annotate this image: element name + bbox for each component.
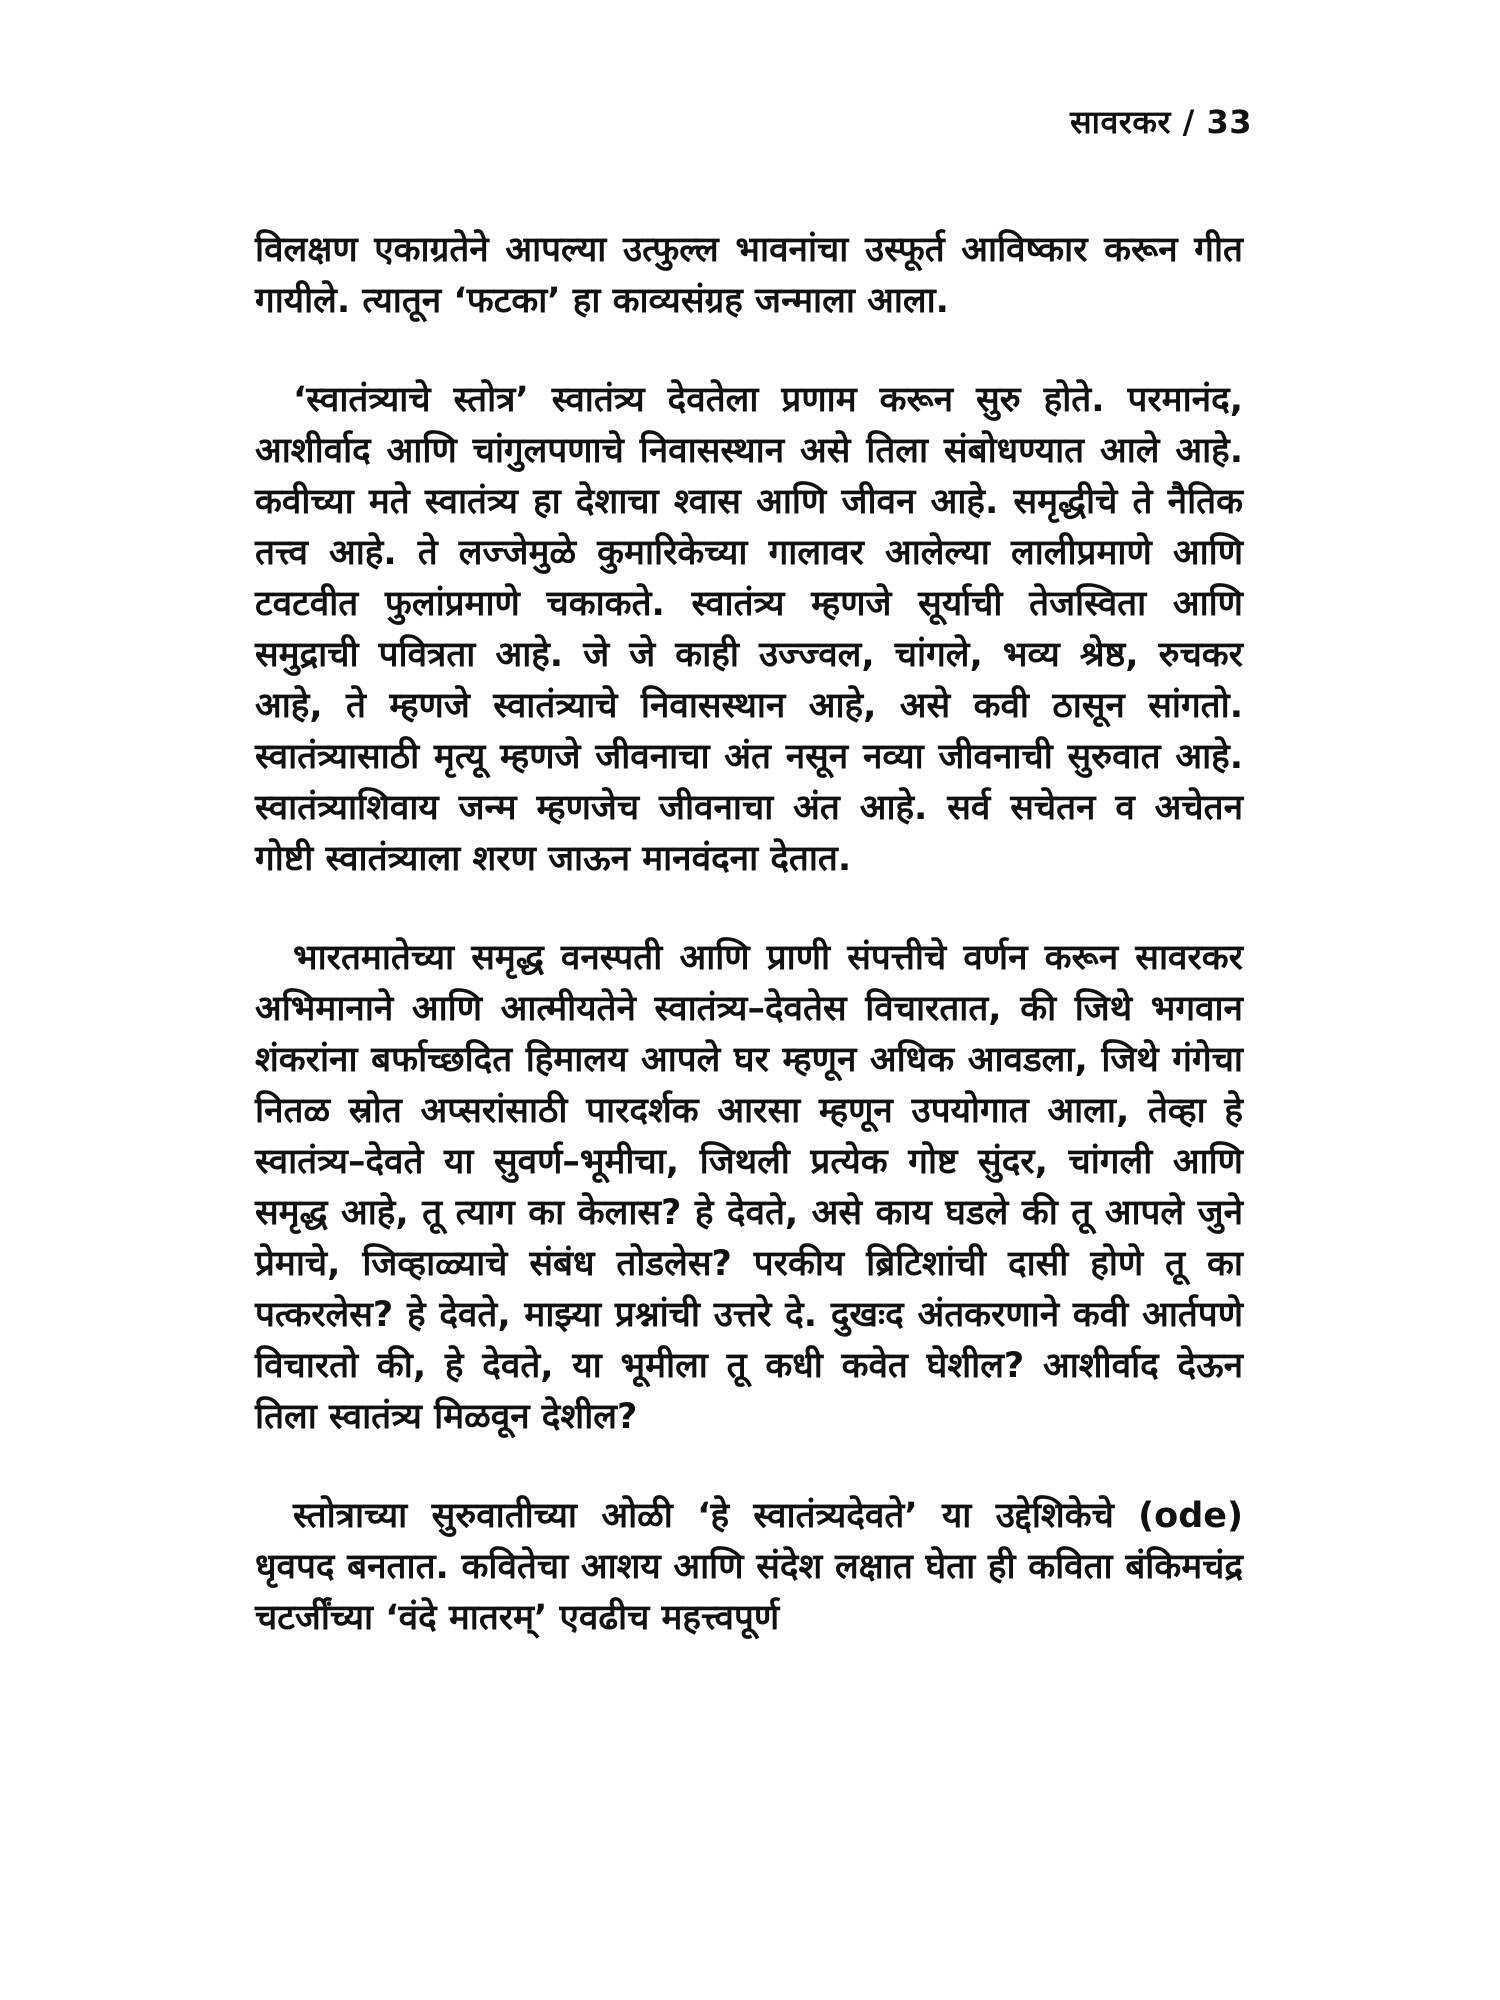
body-text bbox=[255, 225, 1243, 1692]
paragraph-3: भारतमातेच्या समृद्ध वनस्पती आणि प्राणी संपत्तीचे वर्णन करून सावरकर अभिमानाने आणि आत्मीयतेने स्वातंत्र्य–देवतेस विचारतात, की जिथे भगवान शंकरांना बर्फाच्छदित हिमालय आपले घर म्हणून अधिक आवडला, जिथे गंगेचा नितळ स्रोत अप्सरांसाठी पारदर्शक आरसा म्हणून उपयोगात आला, तेव्हा हे स्वातंत्र्य–देवते या सुवर्ण–भूमीचा, जिथली प्रत्येक गोष्ट सुंदर, चांगली आणि समृद्ध आहे, तू त्याग का केलास? हे देवते, असे काय घडले की तू आपले जुने प्रेमाचे, जिव्हाळ्याचे संबंध तोडलेस? परकीय ब्रिटिशांची दासी होणे तू का पत्करलेस? हे देवते, माझ्या प्रश्नांची उत्तरे दे. दुखःद अंतकरणाने कवी आर्तपणे विचारतो की, हे देवते, या भूमीला तू कधी कवेत घेशील? आशीर्वाद देऊन तिला स्वातंत्र्य मिळवून देशील? bbox=[255, 938, 1243, 1437]
running-header: सावरकर / 33 bbox=[1070, 103, 1252, 141]
paragraph-4: स्तोत्राच्या सुरुवातीच्या ओळी ‘हे स्वातंत्र्यदेवते’ या उद्देशिकेचे (ode) धृवपद बनतात. कवितेचा आशय आणि संदेश लक्षात घेता ही कविता बंकिमचंद्र चटर्जींच्या ‘वंदे मातरम्’ एवढीच महत्त्वपूर्ण bbox=[255, 1496, 1243, 1638]
paragraph-2: ‘स्वातंत्र्याचे स्तोत्र’ स्वातंत्र्य देवतेला प्रणाम करून सुरु होते. परमानंद, आशीर्वाद आणि चांगुलपणाचे निवासस्थान असे तिला संबोधण्यात आले आहे. कवीच्या मते स्वातंत्र्य हा देशाचा श्वास आणि जीवन आहे. समृद्धीचे ते नैतिक तत्त्व आहे. ते लज्जेमुळे कुमारिकेच्या गालावर आलेल्या लालीप्रमाणे आणि टवटवीत फुलांप्रमाणे चकाकते. स्वातंत्र्य म्हणजे सूर्याची तेजस्विता आणि समुद्राची पवित्रता आहे. जे जे काही उज्ज्वल, चांगले, भव्य श्रेष्ठ, रुचकर आहे, ते म्हणजे स्वातंत्र्याचे निवासस्थान आहे, असे कवी ठासून सांगतो. स्वातंत्र्यासाठी मृत्यू म्हणजे जीवनाचा अंत नसून नव्या जीवनाची सुरुवात आहे. स्वातंत्र्याशिवाय जन्म म्हणजेच जीवनाचा अंत आहे. सर्व सचेतन व अचेतन गोष्टी स्वातंत्र्याला शरण जाऊन मानवंदना देतात. bbox=[255, 380, 1243, 879]
paragraph-1: विलक्षण एकाग्रतेने आपल्या उत्फुल्ल भावनांचा उस्फूर्त आविष्कार करून गीत गायीले. त्यातून ‘फटका’ हा काव्यसंग्रह जन्माला आला. bbox=[255, 230, 1243, 321]
